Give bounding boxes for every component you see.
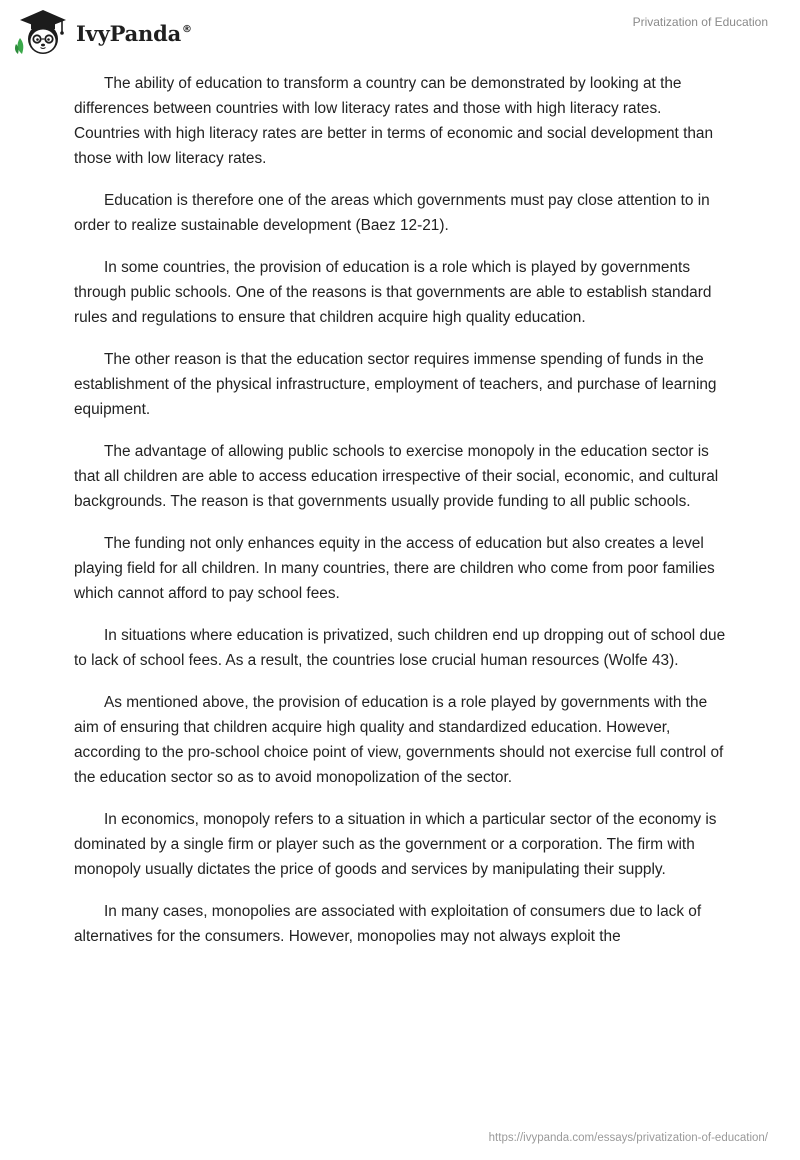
paragraph-9: In economics, monopoly refers to a situation in which a particular sector of the economy is dominated by a single firm or player such as the government or a corporation. The firm with monopoly usually dictates the price of goods and services by manipulating their supply. <box>74 811 717 878</box>
brand-name: IvyPanda® <box>76 20 192 46</box>
paragraph-8: As mentioned above, the provision of education is a role played by governments with the aim of ensuring that children acquire high quality and standardized education. However, according to the pro-school choice point of view, governments should not exercise full control of the education sector so as to avoid monopolization of the sector. <box>74 694 724 786</box>
ivypanda-logo-link[interactable] <box>14 8 192 56</box>
paragraph-6: The funding not only enhances equity in the access of education but also creates a level playing field for all children. In many countries, there are children who come from poor families which cannot afford to pay school fees. <box>74 535 715 602</box>
source-url-link[interactable]: https://ivypanda.com/essays/privatization-of-education/ <box>488 1132 768 1144</box>
essay-body <box>74 71 730 966</box>
paragraph-2: Education is therefore one of the areas which governments must pay close attention to in order to realize sustainable development (Baez 12-21). <box>74 192 710 234</box>
registered-mark: ® <box>182 23 192 35</box>
panda-graduate-icon <box>14 8 72 56</box>
paragraph-7: In situations where education is privatized, such children end up dropping out of school due to lack of school fees. As a result, the countries lose crucial human resources (Wolfe 43). <box>74 627 726 669</box>
document-title: Privatization of Education <box>632 15 768 29</box>
paragraph-5: The advantage of allowing public schools to exercise monopoly in the education sector is that all children are able to access education irrespective of their social, economic, and cultural backgrounds. The reason is that governments usually provide funding to all public schools. <box>74 443 719 510</box>
paragraph-4: The other reason is that the education sector requires immense spending of funds in the establishment of the physical infrastructure, employment of teachers, and purchase of learning equipment. <box>74 351 717 418</box>
paragraph-3: In some countries, the provision of education is a role which is played by governments through public schools. One of the reasons is that governments are able to establish standard rules and regulations to ensure that children acquire high quality education. <box>74 259 712 326</box>
paragraph-1: The ability of education to transform a country can be demonstrated by looking at the differences between countries with low literacy rates and those with high literacy rates. Countries with high literacy rates are better in terms of economic and social development than those with low literacy rates. <box>74 75 714 167</box>
page-header <box>0 0 800 60</box>
paragraph-10: In many cases, monopolies are associated with exploitation of consumers due to lack of alternatives for the consumers. However, monopolies may not always exploit the <box>74 903 702 945</box>
